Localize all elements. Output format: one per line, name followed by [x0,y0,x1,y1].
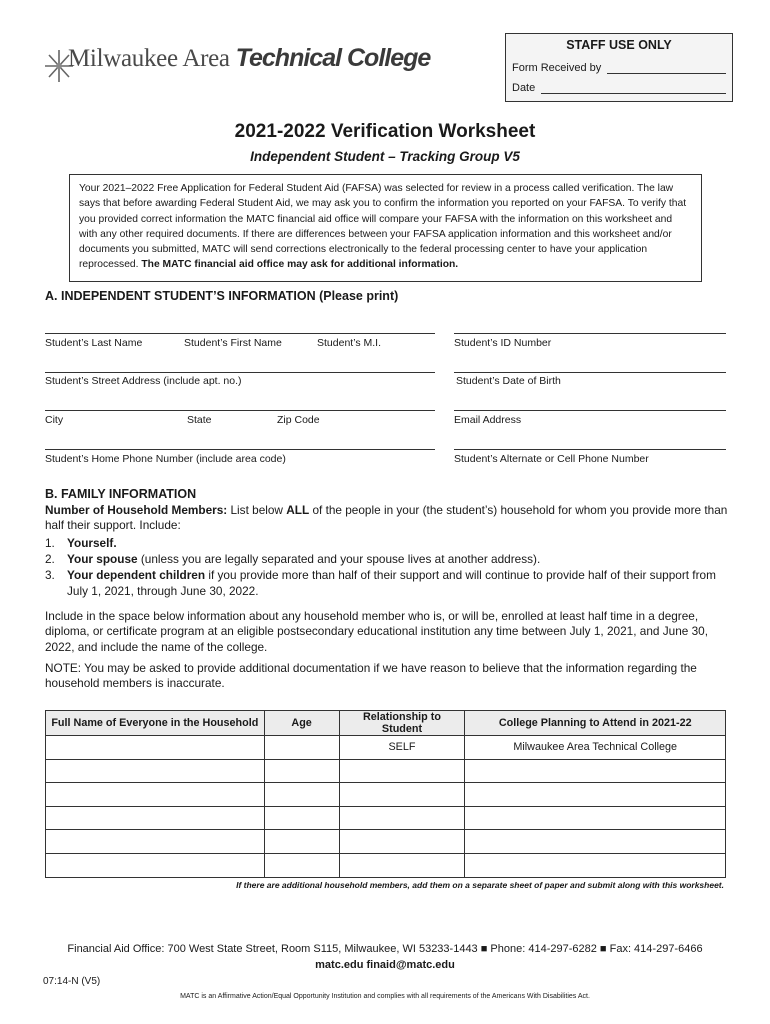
include-instructions: Include in the space below information about any household member who is, or will be, enrolled at least half time in a degree, diploma, or certificate program at an eligible postsecondary educational institution any time between July 1, 2021, and June 30, 2022, and include the name of the college. [45,609,708,654]
header-college: College Planning to Attend in 2021-22 [465,711,726,736]
college-cell[interactable] [465,759,726,783]
college-cell[interactable] [465,806,726,830]
name-cell[interactable] [46,783,265,807]
email-label: Email Address [454,414,522,426]
city-state-zip-field-line[interactable] [45,410,435,411]
list-item-bold: Your spouse [67,552,138,566]
list-item-number: 2. [45,552,55,566]
page-subtitle: Independent Student – Tracking Group V5 [250,149,520,164]
name-cell[interactable] [46,736,265,760]
home-phone-label: Student’s Home Phone Number (include area code) [45,453,286,465]
table-row [46,806,726,830]
list-item-bold: Yourself. [67,536,117,550]
dob-label: Student’s Date of Birth [456,375,561,387]
household-label: Number of Household Members: [45,503,228,517]
relationship-cell[interactable] [339,759,465,783]
list-item [45,535,729,551]
table-row [46,736,726,760]
table-row [46,830,726,854]
list-item [45,551,729,567]
home-phone-field-line[interactable] [45,449,435,450]
logo-name-part1: Milwaukee Area [68,45,236,72]
zip-label: Zip Code [277,414,320,426]
eeo-statement: MATC is an Affirmative Action/Equal Opportunity Institution and complies with all requirements of the Americans With Disabilities Act. [180,993,590,1000]
table-note: If there are additional household members, add them on a separate sheet of paper and submit along with this worksheet. [236,880,724,890]
alt-phone-label: Student’s Alternate or Cell Phone Number [454,453,649,465]
form-received-field[interactable] [607,63,726,74]
header-age: Age [264,711,339,736]
household-instructions [45,503,729,534]
name-field-line[interactable] [45,333,435,334]
college-cell[interactable] [465,830,726,854]
page-title: 2021-2022 Verification Worksheet [234,121,536,142]
state-label: State [187,414,212,426]
note-text: NOTE: You may be asked to provide additional documentation if we have reason to believe that the information regarding the household members is inaccurate. [45,661,697,691]
id-number-label: Student’s ID Number [454,337,552,349]
date-row [512,82,726,94]
logo-wordmark [68,44,430,73]
address-label: Student’s Street Address (include apt. no.) [45,375,242,387]
list-item-bold: Your dependent children [67,568,206,582]
age-cell[interactable] [264,830,339,854]
last-name-label: Student’s Last Name [45,337,143,349]
address-field-line[interactable] [45,372,435,373]
form-received-label: Form Received by [512,62,602,74]
list-item-text: if you provide more than half of their support and will continue to provide half of their support from July 1, 2021, through June 30, 2022. [67,568,716,598]
household-list [45,535,729,599]
intro-text: Your 2021–2022 Free Application for Federal Student Aid (FAFSA) was selected for review in a process called verification. The law says that before awarding Federal Student Aid, we may ask you to confirm the information you reported on your FAFSA. To verify that you provided correct information the MATC financial aid office will compare your FAFSA with the information on this worksheet and with any other required documents. If there are differences between your FAFSA application information and this worksheet and/or documents you submitted, MATC will send corrections electronically to the federal processing center to have your application reprocessed. [79,183,687,271]
city-label: City [45,414,64,426]
name-cell[interactable] [46,830,265,854]
date-field[interactable] [541,83,726,94]
alt-phone-field-line[interactable] [454,449,726,450]
list-item-number: 3. [45,568,55,582]
relationship-cell[interactable] [339,783,465,807]
dob-field-line[interactable] [454,372,726,373]
age-cell[interactable] [264,806,339,830]
email-field-line[interactable] [454,410,726,411]
college-cell[interactable] [465,853,726,877]
age-cell[interactable] [264,759,339,783]
household-all: ALL [286,503,310,517]
name-cell[interactable] [46,759,265,783]
relationship-cell[interactable] [339,830,465,854]
form-received-row [512,62,726,74]
section-a-heading: A. INDEPENDENT STUDENT’S INFORMATION (Please print) [45,289,399,303]
college-cell[interactable] [465,783,726,807]
age-cell[interactable] [264,783,339,807]
table-row [46,783,726,807]
household-text-a: List below [227,503,287,517]
table-row [46,853,726,877]
staff-use-box [505,33,733,102]
footer-address: Financial Aid Office: 700 West State Street, Room S115, Milwaukee, WI 53233-1443 ■ Phone: 414-297-6282 ■ Fax: 414-297-6466 [67,943,703,955]
relationship-cell[interactable] [339,853,465,877]
household-table [45,710,726,878]
age-cell[interactable] [264,853,339,877]
header-full-name: Full Name of Everyone in the Household [46,711,265,736]
form-code: 07:14-N (V5) [43,976,101,987]
intro-box [69,174,702,282]
relationship-cell[interactable] [339,806,465,830]
list-item [45,567,729,599]
first-name-label: Student’s First Name [184,337,282,349]
intro-bold-text: The MATC financial aid office may ask for additional information. [141,259,459,271]
relationship-cell[interactable]: SELF [339,736,465,760]
staff-use-title: STAFF USE ONLY [566,38,672,52]
section-b-heading: B. FAMILY INFORMATION [45,487,197,501]
matc-logo [42,40,462,88]
college-cell[interactable]: Milwaukee Area Technical College [465,736,726,760]
header-relationship: Relationship to Student [339,711,465,736]
id-number-field-line[interactable] [454,333,726,334]
mi-label: Student’s M.I. [317,337,382,349]
name-cell[interactable] [46,853,265,877]
footer-contact: matc.edu finaid@matc.edu [315,959,455,971]
age-cell[interactable] [264,736,339,760]
list-item-text: (unless you are legally separated and your spouse lives at another address). [137,552,541,566]
list-item-number: 1. [45,536,55,550]
date-label: Date [512,82,536,94]
table-row [46,759,726,783]
household-text-b: of the people in your (the student’s) household for whom you provide more than half their support. Include: [45,503,728,533]
name-cell[interactable] [46,806,265,830]
table-header-row [46,711,726,736]
logo-name-part2: Technical College [235,44,431,72]
